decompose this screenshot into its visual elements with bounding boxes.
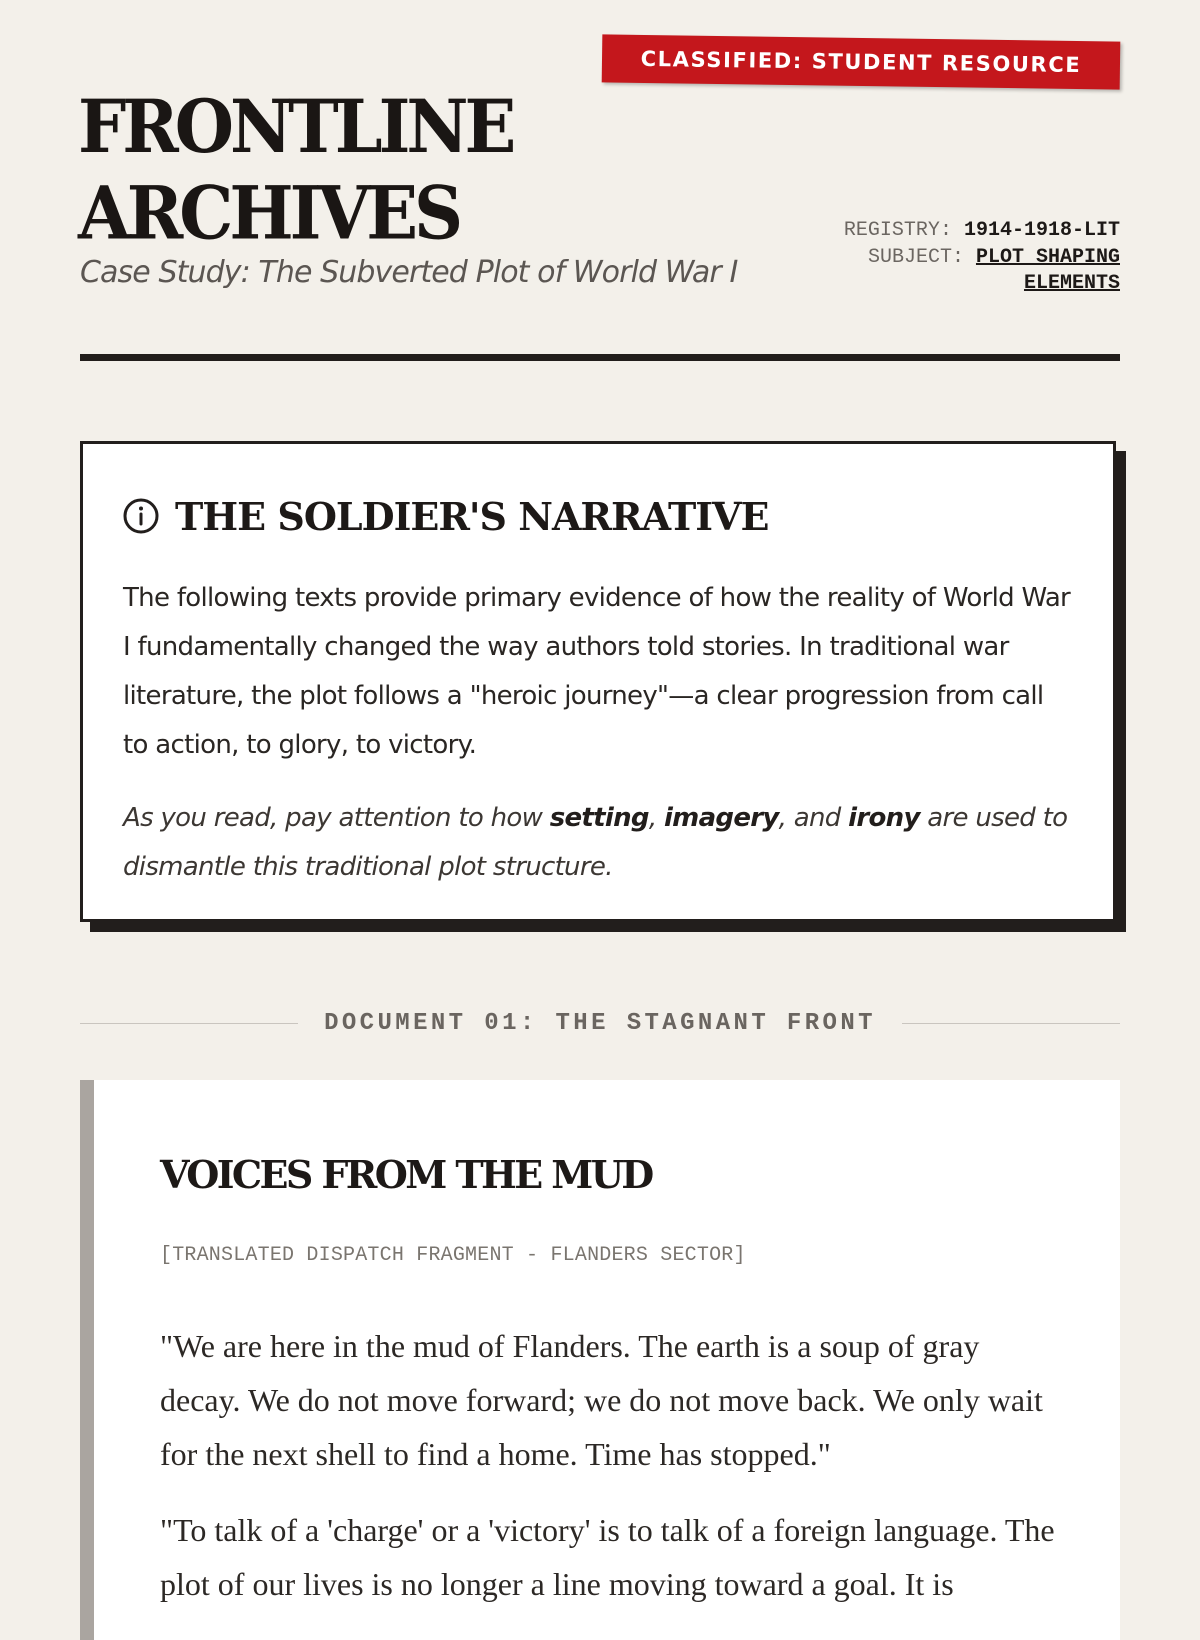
term-imagery: imagery bbox=[663, 803, 779, 833]
classified-stamp: CLASSIFIED: STUDENT RESOURCE bbox=[602, 34, 1121, 89]
registry-meta bbox=[800, 218, 1120, 298]
title-line-1: FRONTLINE bbox=[78, 84, 513, 171]
header-divider bbox=[80, 354, 1120, 361]
divider-line-right bbox=[902, 1023, 1120, 1024]
document-paragraph-1: "We are here in the mud of Flanders. The earth is a soup of gray decay. We do not move forward; we do not move back. We only wait for the next shell to find a home. Time has stopped." bbox=[160, 1328, 1043, 1472]
intro-title: THE SOLDIER'S NARRATIVE bbox=[175, 493, 769, 539]
instruction-sep-1: , bbox=[648, 803, 664, 833]
section-label: DOCUMENT 01: THE STAGNANT FRONT bbox=[324, 1009, 876, 1037]
subject-label: SUBJECT: bbox=[867, 245, 964, 269]
subject-value-line-1: PLOT SHAPING bbox=[975, 245, 1120, 269]
registry-label: REGISTRY: bbox=[843, 219, 952, 242]
instruction-text-1: As you read, pay attention to how bbox=[123, 803, 550, 833]
section-divider bbox=[80, 1005, 1120, 1041]
intro-heading bbox=[123, 486, 1073, 546]
subject-row bbox=[800, 245, 1120, 272]
page bbox=[80, 0, 1120, 1600]
divider-line-left bbox=[80, 1023, 298, 1024]
instruction-text-2: are used to dismantle this traditional plot structure. bbox=[123, 803, 1068, 882]
document-card bbox=[80, 1080, 1120, 1640]
info-icon bbox=[123, 498, 159, 534]
document-source: [TRANSLATED DISPATCH FRAGMENT - FLANDERS SECTOR] bbox=[160, 1244, 746, 1267]
title-line-2: ARCHIVES bbox=[78, 170, 460, 257]
intro-paragraph: The following texts provide primary evidence of how the reality of World War I fundamentally changed the way authors told stories. In traditional war literature, the plot follows a "heroic journey"—a clear progression from call to action, to glory, to victory. bbox=[123, 583, 1071, 760]
subject-value-line-2: ELEMENTS bbox=[1023, 272, 1120, 295]
term-irony: irony bbox=[848, 803, 920, 833]
registry-value: 1914-1918-LIT bbox=[963, 219, 1120, 242]
document-paragraph-2: "To talk of a 'charge' or a 'victory' is to talk of a foreign language. The plot of our lives is no longer a line moving toward a goal. It is bbox=[160, 1512, 1055, 1602]
page-subtitle: Case Study: The Subverted Plot of World War I bbox=[80, 255, 738, 290]
page-title bbox=[78, 84, 512, 257]
instruction-sep-2: , and bbox=[778, 803, 849, 833]
subject-row-2 bbox=[800, 271, 1120, 298]
intro-instruction bbox=[123, 794, 1073, 892]
document-title: VOICES FROM THE MUD bbox=[160, 1152, 652, 1197]
term-setting: setting bbox=[549, 803, 649, 833]
registry-row bbox=[800, 218, 1120, 245]
intro-panel bbox=[80, 441, 1116, 922]
